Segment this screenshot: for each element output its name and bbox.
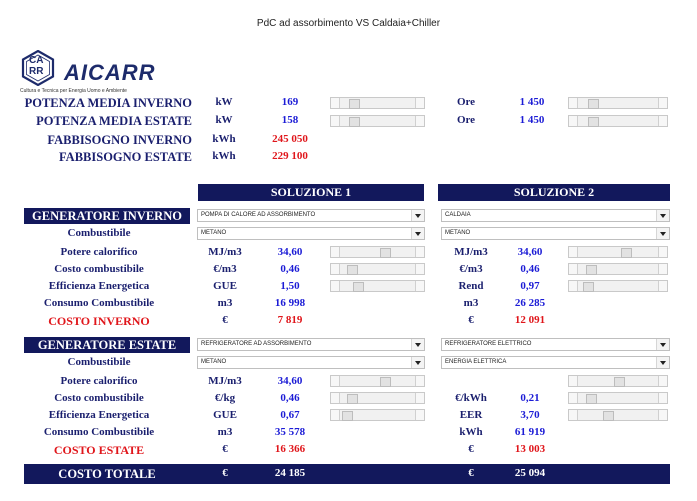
slider-right-arrow-icon[interactable] xyxy=(658,98,667,108)
winter-generator-1-select-value: POMPA DI CALORE AD ASSORBIMENTO xyxy=(201,212,316,218)
summer-param-slider-1[interactable] xyxy=(330,409,425,421)
summer-generator-1-select-value: REFRIGERATORE AD ASSORBIMENTO xyxy=(201,341,312,347)
slider-thumb[interactable] xyxy=(603,411,614,421)
chevron-down-icon[interactable] xyxy=(411,210,424,221)
slider-right-arrow-icon[interactable] xyxy=(658,116,667,126)
total-value-1: 24 185 xyxy=(274,467,306,479)
winter-consumo-label: Consumo Combustibile xyxy=(43,297,155,309)
winter-param-slider-1[interactable] xyxy=(330,263,425,275)
slider-left-arrow-icon[interactable] xyxy=(331,393,340,403)
slider-right-arrow-icon[interactable] xyxy=(658,410,667,420)
summer-consumo-value-1: 35 578 xyxy=(274,426,306,438)
summer-generator-2-select[interactable] xyxy=(441,338,670,351)
summer-fuel-1-select-value: METANO xyxy=(201,359,227,365)
aicarr-logo xyxy=(20,50,190,95)
top-row-unit: kW xyxy=(215,114,233,126)
winter-param-value-2: 0,97 xyxy=(520,280,540,292)
winter-param-label: Potere calorifico xyxy=(60,246,138,258)
logo-wordmark: AICARR xyxy=(64,60,156,85)
slider-left-arrow-icon[interactable] xyxy=(331,281,340,291)
winter-param-slider-1[interactable] xyxy=(330,280,425,292)
winter-consumo-value-2: 26 285 xyxy=(514,297,546,309)
slider-right-arrow-icon[interactable] xyxy=(658,376,667,386)
winter-costo-value-1: 7 819 xyxy=(277,314,303,326)
winter-param-slider-2[interactable] xyxy=(568,263,668,275)
slider-thumb[interactable] xyxy=(614,377,625,387)
summer-fuel-2-select[interactable] xyxy=(441,356,670,369)
winter-param-label: Costo combustibile xyxy=(54,263,144,275)
winter-generator-label: GENERATORE INVERNO xyxy=(24,208,190,224)
ore-slider[interactable] xyxy=(568,115,668,127)
winter-fuel-2-select-value: METANO xyxy=(445,230,471,236)
winter-param-unit-1: MJ/m3 xyxy=(208,246,242,258)
slider-left-arrow-icon[interactable] xyxy=(331,376,340,386)
summer-param-slider-1[interactable] xyxy=(330,375,425,387)
slider-left-arrow-icon[interactable] xyxy=(331,264,340,274)
winter-fuel-label: Combustibile xyxy=(67,227,131,239)
winter-generator-2-select-value: CALDAIA xyxy=(445,212,471,218)
logo-mark-top: CA xyxy=(29,55,44,66)
solution-1-header: SOLUZIONE 1 xyxy=(198,184,424,201)
summer-param-slider-1[interactable] xyxy=(330,392,425,404)
logo-mark-bottom: RR xyxy=(29,66,44,77)
summer-param-slider-2[interactable] xyxy=(568,392,668,404)
slider-left-arrow-icon[interactable] xyxy=(569,393,578,403)
winter-param-label: Efficienza Energetica xyxy=(48,280,150,292)
summer-consumo-unit-2: kWh xyxy=(459,426,483,438)
winter-param-slider-2[interactable] xyxy=(568,246,668,258)
winter-costo-value-2: 12 091 xyxy=(514,314,546,326)
top-row-slider[interactable] xyxy=(330,97,425,109)
slider-right-arrow-icon[interactable] xyxy=(415,410,424,420)
summer-param-unit-2: €/kWh xyxy=(455,392,487,404)
winter-param-value-2: 34,60 xyxy=(517,246,543,258)
slider-left-arrow-icon[interactable] xyxy=(569,116,578,126)
winter-param-unit-2: MJ/m3 xyxy=(454,246,488,258)
solution-2-header: SOLUZIONE 2 xyxy=(438,184,670,201)
winter-param-slider-2[interactable] xyxy=(568,280,668,292)
winter-fuel-2-select[interactable] xyxy=(441,227,670,240)
winter-param-value-2: 0,46 xyxy=(520,263,540,275)
summer-param-value-1: 34,60 xyxy=(277,375,303,387)
slider-thumb[interactable] xyxy=(349,117,360,127)
summer-param-unit-1: MJ/m3 xyxy=(208,375,242,387)
slider-right-arrow-icon[interactable] xyxy=(415,116,424,126)
summer-costo-unit-2: € xyxy=(468,443,474,455)
slider-right-arrow-icon[interactable] xyxy=(658,264,667,274)
slider-thumb[interactable] xyxy=(380,248,391,258)
slider-right-arrow-icon[interactable] xyxy=(415,98,424,108)
slider-left-arrow-icon[interactable] xyxy=(331,116,340,126)
top-row-label: POTENZA MEDIA ESTATE xyxy=(36,114,192,128)
slider-left-arrow-icon[interactable] xyxy=(569,376,578,386)
winter-param-value-1: 34,60 xyxy=(277,246,303,258)
top-row-label: POTENZA MEDIA INVERNO xyxy=(24,96,192,110)
slider-left-arrow-icon[interactable] xyxy=(569,98,578,108)
summer-fuel-1-select[interactable] xyxy=(197,356,425,369)
summer-param-value-1: 0,46 xyxy=(280,392,300,404)
ore-label: Ore xyxy=(456,114,476,126)
chevron-down-icon[interactable] xyxy=(411,228,424,239)
slider-left-arrow-icon[interactable] xyxy=(331,410,340,420)
winter-fuel-1-select[interactable] xyxy=(197,227,425,240)
winter-costo-unit-2: € xyxy=(468,314,474,326)
winter-param-value-1: 0,46 xyxy=(280,263,300,275)
winter-costo-unit-1: € xyxy=(222,314,228,326)
winter-fuel-1-select-value: METANO xyxy=(201,230,227,236)
chevron-down-icon[interactable] xyxy=(656,228,669,239)
summer-costo-unit-1: € xyxy=(222,443,228,455)
top-row-unit: kWh xyxy=(212,150,236,162)
winter-consumo-unit-2: m3 xyxy=(463,297,479,309)
top-row-slider[interactable] xyxy=(330,115,425,127)
ore-slider[interactable] xyxy=(568,97,668,109)
slider-thumb[interactable] xyxy=(586,394,597,404)
total-unit-2: € xyxy=(468,467,474,479)
winter-consumo-unit-1: m3 xyxy=(217,297,233,309)
summer-generator-2-select-value: REFRIGERATORE ELETTRICO xyxy=(445,341,532,347)
top-row-unit: kW xyxy=(215,96,233,108)
slider-left-arrow-icon[interactable] xyxy=(569,247,578,257)
top-row-value: 245 050 xyxy=(272,133,308,145)
winter-param-slider-1[interactable] xyxy=(330,246,425,258)
slider-left-arrow-icon[interactable] xyxy=(331,98,340,108)
winter-param-unit-1: €/m3 xyxy=(213,263,237,275)
total-label: COSTO TOTALE xyxy=(58,467,156,481)
chevron-down-icon[interactable] xyxy=(411,339,424,350)
slider-thumb[interactable] xyxy=(583,282,594,292)
winter-param-unit-2: €/m3 xyxy=(459,263,483,275)
slider-right-arrow-icon[interactable] xyxy=(415,376,424,386)
winter-consumo-value-1: 16 998 xyxy=(274,297,306,309)
slider-right-arrow-icon[interactable] xyxy=(415,264,424,274)
ore-value: 1 450 xyxy=(519,96,545,108)
summer-param-label: Efficienza Energetica xyxy=(48,409,150,421)
chevron-down-icon[interactable] xyxy=(411,357,424,368)
slider-thumb[interactable] xyxy=(349,99,360,109)
slider-thumb[interactable] xyxy=(588,99,599,109)
slider-thumb[interactable] xyxy=(347,394,358,404)
chevron-down-icon[interactable] xyxy=(656,210,669,221)
winter-generator-1-select[interactable] xyxy=(197,209,425,222)
slider-right-arrow-icon[interactable] xyxy=(415,281,424,291)
slider-thumb[interactable] xyxy=(588,117,599,127)
summer-param-value-1: 0,67 xyxy=(280,409,300,421)
slider-right-arrow-icon[interactable] xyxy=(658,247,667,257)
top-row-value: 169 xyxy=(281,96,299,108)
summer-generator-label: GENERATORE ESTATE xyxy=(24,337,190,353)
summer-fuel-2-select-value: ENERGIA ELETTRICA xyxy=(445,359,507,365)
summer-consumo-unit-1: m3 xyxy=(217,426,233,438)
winter-costo-label: COSTO INVERNO xyxy=(48,314,150,328)
slider-left-arrow-icon[interactable] xyxy=(331,247,340,257)
winter-generator-2-select[interactable] xyxy=(441,209,670,222)
winter-param-unit-2: Rend xyxy=(458,280,484,292)
slider-thumb[interactable] xyxy=(353,282,364,292)
chevron-down-icon[interactable] xyxy=(656,339,669,350)
slider-thumb[interactable] xyxy=(586,265,597,275)
slider-thumb[interactable] xyxy=(380,377,391,387)
slider-thumb[interactable] xyxy=(342,411,353,421)
summer-param-unit-1: GUE xyxy=(213,409,237,421)
slider-right-arrow-icon[interactable] xyxy=(658,393,667,403)
top-row-label: FABBISOGNO ESTATE xyxy=(58,150,192,164)
slider-right-arrow-icon[interactable] xyxy=(415,393,424,403)
summer-param-slider-2[interactable] xyxy=(568,409,668,421)
slider-right-arrow-icon[interactable] xyxy=(658,281,667,291)
summer-param-label: Potere calorifico xyxy=(60,375,138,387)
top-row-label: FABBISOGNO INVERNO xyxy=(47,133,192,147)
total-unit-1: € xyxy=(222,467,228,479)
ore-value: 1 450 xyxy=(519,114,545,126)
summer-fuel-label: Combustibile xyxy=(67,356,131,368)
summer-generator-1-select[interactable] xyxy=(197,338,425,351)
slider-left-arrow-icon[interactable] xyxy=(569,281,578,291)
slider-right-arrow-icon[interactable] xyxy=(415,247,424,257)
summer-param-label: Costo combustibile xyxy=(54,392,144,404)
logo-tagline: Cultura e Tecnica per Energia Uomo e Ambiente xyxy=(20,88,127,94)
slider-thumb[interactable] xyxy=(621,248,632,258)
winter-param-value-1: 1,50 xyxy=(280,280,300,292)
summer-param-unit-1: €/kg xyxy=(214,392,236,404)
slider-thumb[interactable] xyxy=(347,265,358,275)
summer-param-unit-2: EER xyxy=(459,409,483,421)
summer-param-value-2: 0,21 xyxy=(520,392,540,404)
summer-consumo-value-2: 61 919 xyxy=(514,426,546,438)
summer-costo-value-1: 16 366 xyxy=(274,443,306,455)
top-row-value: 229 100 xyxy=(272,150,308,162)
total-value-2: 25 094 xyxy=(514,467,546,479)
slider-left-arrow-icon[interactable] xyxy=(569,410,578,420)
summer-costo-value-2: 13 003 xyxy=(514,443,546,455)
top-row-unit: kWh xyxy=(212,133,236,145)
page-title: PdC ad assorbimento VS Caldaia+Chiller xyxy=(256,18,441,29)
ore-label: Ore xyxy=(456,96,476,108)
summer-costo-label: COSTO ESTATE xyxy=(53,443,145,457)
slider-left-arrow-icon[interactable] xyxy=(569,264,578,274)
winter-param-unit-1: GUE xyxy=(213,280,237,292)
summer-param-value-2: 3,70 xyxy=(520,409,540,421)
summer-param-slider-2[interactable] xyxy=(568,375,668,387)
chevron-down-icon[interactable] xyxy=(656,357,669,368)
top-row-value: 158 xyxy=(281,114,299,126)
summer-consumo-label: Consumo Combustibile xyxy=(43,426,155,438)
